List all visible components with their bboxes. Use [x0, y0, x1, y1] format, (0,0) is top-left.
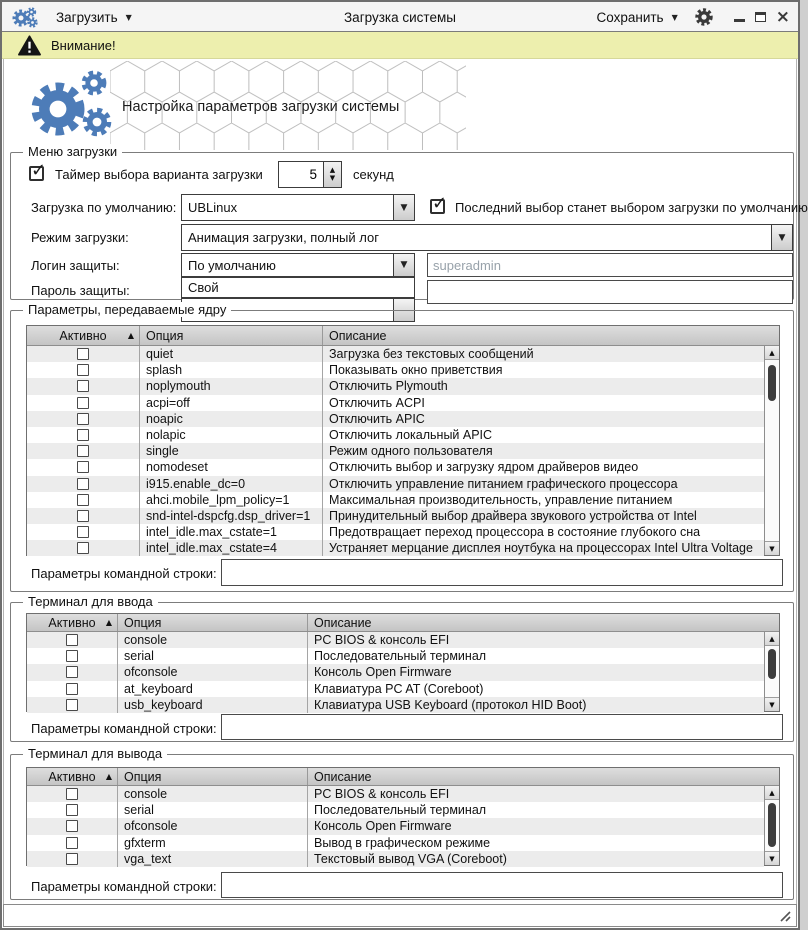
input-terminal-cmdline-input[interactable] [221, 714, 783, 740]
active-cell [27, 664, 118, 680]
active-cell [27, 786, 118, 802]
active-cell [27, 697, 118, 713]
kernel-cmdline-input[interactable] [221, 559, 783, 586]
column-header-active[interactable]: Активно ▲ [27, 614, 118, 631]
row-checkbox[interactable] [66, 837, 78, 849]
vertical-scrollbar[interactable] [764, 786, 779, 865]
active-cell [27, 459, 140, 475]
scroll-down-button[interactable]: ▼ [765, 697, 779, 711]
table-row[interactable] [27, 427, 764, 443]
chevron-down-icon: ▼ [400, 202, 408, 213]
column-header-active[interactable]: Активно ▲ [27, 326, 140, 345]
active-cell [27, 492, 140, 508]
column-header-option[interactable]: Опция [118, 768, 308, 785]
option-cell: snd-intel-dspcfg.dsp_driver=1 [140, 508, 323, 524]
option-cell: single [140, 443, 323, 459]
option-cell: serial [118, 648, 308, 664]
window-controls [734, 6, 790, 27]
timer-spinbox [278, 161, 342, 188]
scroll-up-button[interactable]: ▲ [765, 632, 779, 646]
row-checkbox[interactable] [66, 699, 78, 711]
description-cell: Отключить управление питанием графического процессора [329, 476, 678, 491]
vertical-scrollbar[interactable] [764, 346, 779, 555]
spinner-buttons[interactable] [323, 162, 341, 187]
boot-mode-label: Режим загрузки: [31, 230, 129, 245]
input-terminal-section [10, 594, 794, 742]
minimize-button[interactable] [734, 13, 745, 22]
column-header-description[interactable]: Описание [329, 328, 387, 343]
dropdown-option[interactable]: Свой [188, 280, 219, 295]
scroll-up-button[interactable]: ▲ [765, 786, 779, 800]
password-input[interactable] [427, 280, 793, 304]
section-legend: Меню загрузки [23, 144, 122, 159]
table-row[interactable] [27, 786, 764, 802]
chevron-down-icon: ▼ [125, 12, 132, 22]
description-cell: Отключить APIC [329, 411, 425, 426]
spin-up-icon: ▲ [329, 166, 336, 174]
active-cell [27, 476, 140, 492]
row-checkbox[interactable] [77, 510, 89, 522]
description-cell: Режим одного пользователя [329, 444, 493, 459]
timer-checkbox[interactable] [29, 166, 44, 181]
table-row[interactable] [27, 802, 764, 818]
section-legend: Терминал для ввода [23, 594, 158, 609]
login-combobox[interactable] [181, 253, 415, 277]
option-cell: at_keyboard [118, 681, 308, 697]
timer-units-label: секунд [353, 167, 394, 182]
description-cell: Клавиатура USB Keyboard (протокол HID Boot) [314, 697, 587, 712]
active-cell [27, 648, 118, 664]
table-row[interactable] [27, 697, 764, 713]
login-dropdown-popup [181, 277, 415, 298]
password-label: Пароль защиты: [31, 283, 130, 298]
row-checkbox[interactable] [66, 634, 78, 646]
option-cell: splash [140, 362, 323, 378]
row-checkbox[interactable] [77, 478, 89, 490]
maximize-icon [755, 12, 766, 22]
description-cell: Максимальная производительность, управление питанием [329, 492, 673, 507]
scrollbar-thumb[interactable] [768, 365, 776, 401]
row-checkbox[interactable] [77, 461, 89, 473]
default-boot-value: UBLinux [188, 200, 238, 215]
description-cell: Отключить локальный APIC [329, 428, 493, 443]
option-cell: ofconsole [118, 818, 308, 834]
active-cell [27, 427, 140, 443]
active-cell [27, 524, 140, 540]
active-cell [27, 443, 140, 459]
vertical-scrollbar[interactable] [764, 632, 779, 711]
output-terminal-table [26, 767, 780, 866]
row-checkbox[interactable] [77, 542, 89, 554]
table-row[interactable] [27, 459, 764, 475]
description-cell: Отключить выбор и загрузку ядром драйверов видео [329, 460, 639, 475]
scroll-up-button[interactable]: ▲ [765, 346, 779, 360]
row-checkbox[interactable] [66, 804, 78, 816]
table-row[interactable] [27, 540, 764, 556]
status-bar [3, 904, 797, 927]
table-row[interactable] [27, 524, 764, 540]
save-button-label: Сохранить [596, 9, 664, 25]
active-cell [27, 851, 118, 867]
option-cell: ofconsole [118, 664, 308, 680]
warning-text: Внимание! [51, 37, 116, 53]
boot-menu-section [10, 144, 808, 300]
active-cell [27, 411, 140, 427]
description-cell: Предотвращает переход процессора в состояние глубокого сна [329, 525, 701, 540]
table-row[interactable] [27, 476, 764, 492]
table-body [27, 346, 764, 555]
option-cell: serial [118, 802, 308, 818]
row-checkbox[interactable] [66, 683, 78, 695]
table-row[interactable] [27, 508, 764, 524]
active-cell [27, 508, 140, 524]
table-row[interactable] [27, 395, 764, 411]
option-cell: intel_idle.max_cstate=1 [140, 524, 323, 540]
scrollbar-thumb[interactable] [768, 649, 776, 679]
table-row[interactable] [27, 835, 764, 851]
window-title: Загрузка системы [344, 9, 456, 25]
active-cell [27, 540, 140, 556]
table-row[interactable] [27, 648, 764, 664]
close-button[interactable]: × [775, 6, 790, 27]
row-checkbox[interactable] [66, 788, 78, 800]
option-cell: noapic [140, 411, 323, 427]
description-cell: Отключить Plymouth [329, 379, 448, 394]
scrollbar-thumb[interactable] [768, 803, 776, 847]
row-checkbox[interactable] [66, 853, 78, 865]
warning-icon [18, 35, 41, 56]
description-cell: PC BIOS & консоль EFI [314, 787, 450, 802]
table-row[interactable] [27, 492, 764, 508]
load-button-label: Загрузить [56, 9, 118, 25]
minimize-icon [734, 19, 745, 22]
row-checkbox[interactable] [77, 397, 89, 409]
default-boot-label: Загрузка по умолчанию: [31, 200, 177, 215]
chevron-down-icon: ▼ [671, 12, 678, 22]
dropdown-button[interactable] [771, 225, 792, 250]
table-row[interactable] [27, 411, 764, 427]
chevron-down-icon: ▼ [778, 232, 786, 243]
row-checkbox[interactable] [66, 650, 78, 662]
description-cell: Последовательный терминал [314, 803, 487, 818]
sort-ascending-icon: ▲ [105, 617, 112, 627]
login-input[interactable] [427, 253, 793, 277]
option-cell: acpi=off [140, 395, 323, 411]
column-header-active[interactable]: Активно ▲ [27, 768, 118, 785]
description-cell: Загрузка без текстовых сообщений [329, 347, 534, 362]
active-cell [27, 818, 118, 834]
header-banner [4, 59, 796, 152]
timer-value-input[interactable] [279, 162, 323, 187]
option-cell: nolapic [140, 427, 323, 443]
row-checkbox[interactable] [77, 494, 89, 506]
table-header [27, 326, 779, 346]
table-row[interactable] [27, 346, 764, 362]
description-cell: Устраняет мерцание дисплея ноутбука на процессорах Intel Ultra Voltage [329, 541, 753, 556]
row-checkbox[interactable] [66, 820, 78, 832]
cmdline-label: Параметры командной строки: [31, 879, 217, 894]
resize-grip-icon[interactable] [778, 909, 792, 923]
description-cell: Последовательный терминал [314, 649, 487, 664]
table-row[interactable] [27, 362, 764, 378]
table-body [27, 786, 764, 865]
save-button[interactable] [597, 10, 678, 25]
description-cell: Текстовый вывод VGA (Coreboot) [314, 851, 507, 866]
boot-mode-combobox[interactable] [181, 224, 793, 251]
dropdown-button[interactable] [393, 195, 414, 220]
option-cell: usb_keyboard [118, 697, 308, 713]
toolbar [2, 2, 798, 32]
row-checkbox[interactable] [77, 364, 89, 376]
table-row[interactable] [27, 681, 764, 697]
description-cell: Принудительный выбор драйвера звукового устройства от Intel [329, 508, 697, 523]
active-cell [27, 362, 140, 378]
option-cell: vga_text [118, 851, 308, 867]
sort-ascending-icon: ▲ [127, 330, 134, 340]
option-cell: intel_idle.max_cstate=4 [140, 540, 323, 556]
warning-bar [2, 32, 798, 59]
row-checkbox[interactable] [77, 429, 89, 441]
table-row[interactable] [27, 443, 764, 459]
chevron-down-icon: ▼ [400, 260, 408, 270]
default-boot-combobox[interactable] [181, 194, 415, 221]
option-cell: ahci.mobile_lpm_policy=1 [140, 492, 323, 508]
row-checkbox[interactable] [77, 380, 89, 392]
table-header [27, 614, 779, 632]
active-cell [27, 802, 118, 818]
section-legend: Параметры, передаваемые ядру [23, 302, 231, 317]
table-body [27, 632, 764, 711]
table-row[interactable] [27, 664, 764, 680]
row-checkbox[interactable] [77, 445, 89, 457]
table-row[interactable] [27, 818, 764, 834]
login-value: По умолчанию [188, 257, 276, 273]
page-title: Настройка параметров загрузки системы [122, 99, 400, 115]
row-checkbox[interactable] [77, 413, 89, 425]
login-label: Логин защиты: [31, 258, 120, 273]
description-cell: Показывать окно приветствия [329, 363, 503, 378]
active-cell [27, 835, 118, 851]
option-cell: console [118, 786, 308, 802]
description-cell: Вывод в графическом режиме [314, 835, 491, 850]
settings-gear-icon[interactable] [694, 7, 714, 27]
spin-down-icon: ▼ [329, 173, 336, 182]
description-cell: Отключить ACPI [329, 395, 425, 410]
cmdline-label: Параметры командной строки: [31, 566, 217, 581]
section-legend: Терминал для вывода [23, 746, 167, 761]
active-cell [27, 395, 140, 411]
row-checkbox[interactable] [66, 666, 78, 678]
timer-checkbox-label: Таймер выбора варианта загрузки [55, 167, 263, 182]
option-cell: gfxterm [118, 835, 308, 851]
description-cell: Консоль Open Firmware [314, 819, 452, 834]
last-choice-label: Последний выбор станет выбором загрузки по умолчанию [455, 200, 808, 215]
active-cell [27, 632, 118, 648]
table-row[interactable] [27, 378, 764, 394]
app-logo-gears [22, 67, 118, 143]
sort-ascending-icon: ▲ [105, 771, 112, 781]
column-header-option[interactable]: Опция [118, 614, 308, 631]
scroll-down-button[interactable]: ▼ [765, 541, 779, 555]
option-cell: nomodeset [140, 459, 323, 475]
column-header-description[interactable]: Описание [314, 615, 372, 630]
active-cell [27, 681, 118, 697]
kernel-params-table [26, 325, 780, 556]
table-row[interactable] [27, 632, 764, 648]
maximize-button[interactable] [755, 12, 766, 22]
boot-mode-value: Анимация загрузки, полный лог [188, 230, 379, 245]
row-checkbox[interactable] [77, 526, 89, 538]
option-cell: console [118, 632, 308, 648]
cmdline-label: Параметры командной строки: [31, 721, 217, 736]
dropdown-button[interactable] [393, 254, 414, 276]
description-cell: Клавиатура PC AT (Coreboot) [314, 681, 484, 696]
output-terminal-cmdline-input[interactable] [221, 872, 783, 898]
option-cell: quiet [140, 346, 323, 362]
active-cell [27, 378, 140, 394]
column-header-option[interactable]: Опция [140, 326, 323, 345]
active-cell [27, 346, 140, 362]
last-choice-checkbox[interactable] [430, 199, 445, 214]
description-cell: PC BIOS & консоль EFI [314, 633, 450, 648]
output-terminal-section [10, 746, 794, 900]
table-row[interactable] [27, 851, 764, 867]
option-cell: noplymouth [140, 378, 323, 394]
row-checkbox[interactable] [77, 348, 89, 360]
kernel-params-section [10, 302, 794, 592]
option-cell: i915.enable_dc=0 [140, 476, 323, 492]
table-header [27, 768, 779, 786]
description-cell: Консоль Open Firmware [314, 665, 452, 680]
column-header-description[interactable]: Описание [314, 769, 372, 784]
scroll-down-button[interactable]: ▼ [765, 851, 779, 865]
input-terminal-table [26, 613, 780, 712]
